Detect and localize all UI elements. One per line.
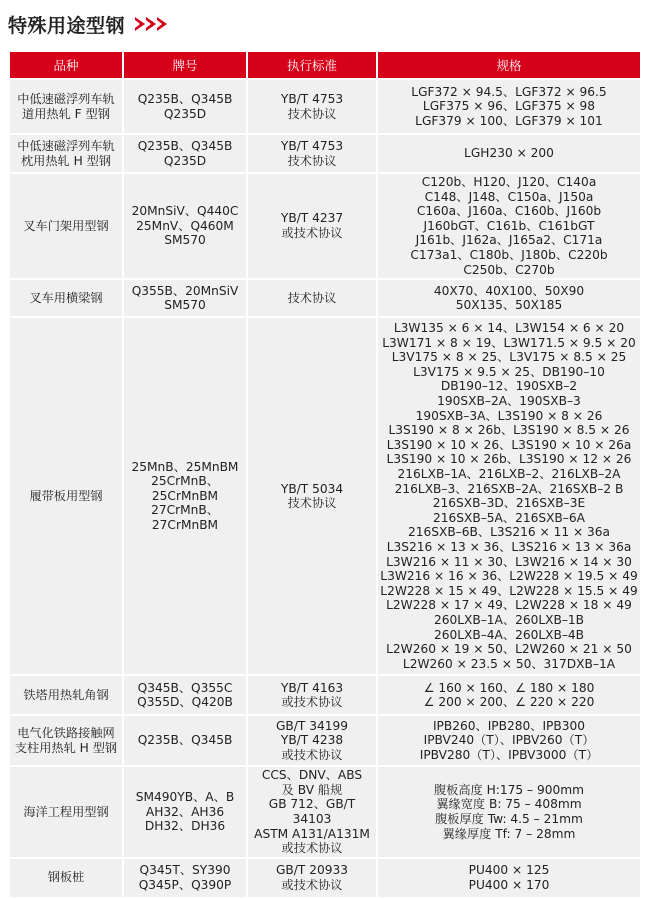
cell-standard: YB/T 4163 或技术协议 [248, 676, 376, 714]
table-row [10, 716, 640, 765]
page-title: 特殊用途型钢 [8, 14, 126, 37]
table-row [10, 767, 640, 857]
table-row [10, 174, 640, 278]
header-standard: 执行标准 [248, 52, 376, 78]
cell-specification: ∠ 160 × 160、∠ 180 × 180 ∠ 200 × 200、∠ 220 × 220 [378, 676, 640, 714]
cell-standard: CCS、DNV、ABS 及 BV 船规 GB 712、GB/T 34103 ASTM A131/A131M 或技术协议 [248, 767, 376, 857]
cell-specification: LGH230 × 200 [378, 135, 640, 172]
cell-grade: Q235B、Q345B [124, 716, 246, 765]
table-row [10, 280, 640, 316]
chevron-right-icon [146, 17, 156, 31]
table-row [10, 80, 640, 133]
table-row [10, 859, 640, 897]
cell-grade: 20MnSiV、Q440C 25MnV、Q460M SM570 [124, 174, 246, 278]
chevron-right-icon [157, 17, 167, 31]
table-row [10, 676, 640, 714]
title-row [8, 10, 167, 38]
cell-grade: Q345B、Q355C Q355D、Q420B [124, 676, 246, 714]
cell-specification: PU400 × 125 PU400 × 170 [378, 859, 640, 897]
cell-grade: Q235B、Q345B Q235D [124, 135, 246, 172]
cell-variety: 海洋工程用型钢 [10, 767, 122, 857]
cell-standard: GB/T 34199 YB/T 4238 或技术协议 [248, 716, 376, 765]
cell-specification: 腹板高度 H:175 – 900mm 翼缘宽度 B: 75 – 408mm 腹板厚度 Tw: 4.5 – 21mm 翼缘厚度 Tf: 7 – 28mm [378, 767, 640, 857]
cell-standard: YB/T 4753 技术协议 [248, 80, 376, 133]
cell-standard: 技术协议 [248, 280, 376, 316]
cell-variety: 叉车门架用型钢 [10, 174, 122, 278]
cell-variety: 铁塔用热轧角钢 [10, 676, 122, 714]
cell-grade: 25MnB、25MnBM 25CrMnB、25CrMnBM 27CrMnB、27CrMnBM [124, 318, 246, 674]
cell-variety: 中低速磁浮列车轨 枕用热轧 H 型钢 [10, 135, 122, 172]
cell-specification: L3W135 × 6 × 14、L3W154 × 6 × 20 L3W171 × 8 × 19、L3W171.5 × 9.5 × 20 L3V175 × 8 × 25、L3V175 × 8.5 × 25 L3V175 × 9.5 × 25、DB190–10 DB190–12、190SXB–2 190SXB–2A、190SXB–3 190SXB–3A、L3S190 × 8 × 26 L3S190 × 8 × 26b、L3S190 × 8.5 × 26 L3S190 × 10 × 26、L3S190 × 10 × 26a L3S190 × 10 × 26b、L3S190 × 12 × 26 216LXB–1A、216LXB–2、216LXB–2A 216LXB–3、216SXB–2A、216SXB–2 B 216SXB–3D、216SXB–3E 216SXB–5A、216SXB–6A 216SXB–6B、L3S216 × 11 × 36a L3S216 × 13 × 36、L3S216 × 13 × 36a L3W216 × 11 × 30、L3W216 × 14 × 30 L3W216 × 16 × 36、L2W228 × 19.5 × 49 L2W228 × 15 × 49、L2W228 × 15.5 × 49 L2W228 × 17 × 49、L2W228 × 18 × 49 260LXB–1A、260LXB–1B 260LXB–4A、260LXB–4B L2W260 × 19 × 50、L2W260 × 21 × 50 L2W260 × 23.5 × 50、317DXB–1A [378, 318, 640, 674]
spec-table [8, 50, 642, 899]
cell-grade: Q355B、20MnSiV SM570 [124, 280, 246, 316]
header-variety: 品种 [10, 52, 122, 78]
cell-grade: SM490YB、A、B AH32、AH36 DH32、DH36 [124, 767, 246, 857]
header-specification: 规格 [378, 52, 640, 78]
table-header-row [10, 52, 640, 78]
cell-variety: 叉车用横梁钢 [10, 280, 122, 316]
header-grade: 牌号 [124, 52, 246, 78]
cell-standard: YB/T 5034 技术协议 [248, 318, 376, 674]
cell-standard: GB/T 20933 或技术协议 [248, 859, 376, 897]
table-row [10, 318, 640, 674]
cell-variety: 钢板桩 [10, 859, 122, 897]
cell-grade: Q235B、Q345B Q235D [124, 80, 246, 133]
cell-variety: 中低速磁浮列车轨 道用热轧 F 型钢 [10, 80, 122, 133]
cell-variety: 电气化铁路接触网 支柱用热轧 H 型钢 [10, 716, 122, 765]
chevron-right-icon [135, 17, 145, 31]
cell-specification: LGF372 × 94.5、LGF372 × 96.5 LGF375 × 96、LGF375 × 98 LGF379 × 100、LGF379 × 101 [378, 80, 640, 133]
cell-variety: 履带板用型钢 [10, 318, 122, 674]
triple-chevron-right-icon [135, 17, 167, 31]
cell-standard: YB/T 4237 或技术协议 [248, 174, 376, 278]
cell-specification: IPB260、IPB280、IPB300 IPBV240（T）、IPBV260（T） IPBV280（T）、IPBV3000（T） [378, 716, 640, 765]
cell-specification: C120b、H120、J120、C140a C148、J148、C150a、J150a C160a、J160a、C160b、J160b J160bGT、C161b、C161bGT J161b、J162a、J165a2、C171a C173a1、C180b、J180b、C220b C250b、C270b [378, 174, 640, 278]
cell-grade: Q345T、SY390 Q345P、Q390P [124, 859, 246, 897]
table-row [10, 135, 640, 172]
cell-specification: 40X70、40X100、50X90 50X135、50X185 [378, 280, 640, 316]
cell-standard: YB/T 4753 技术协议 [248, 135, 376, 172]
